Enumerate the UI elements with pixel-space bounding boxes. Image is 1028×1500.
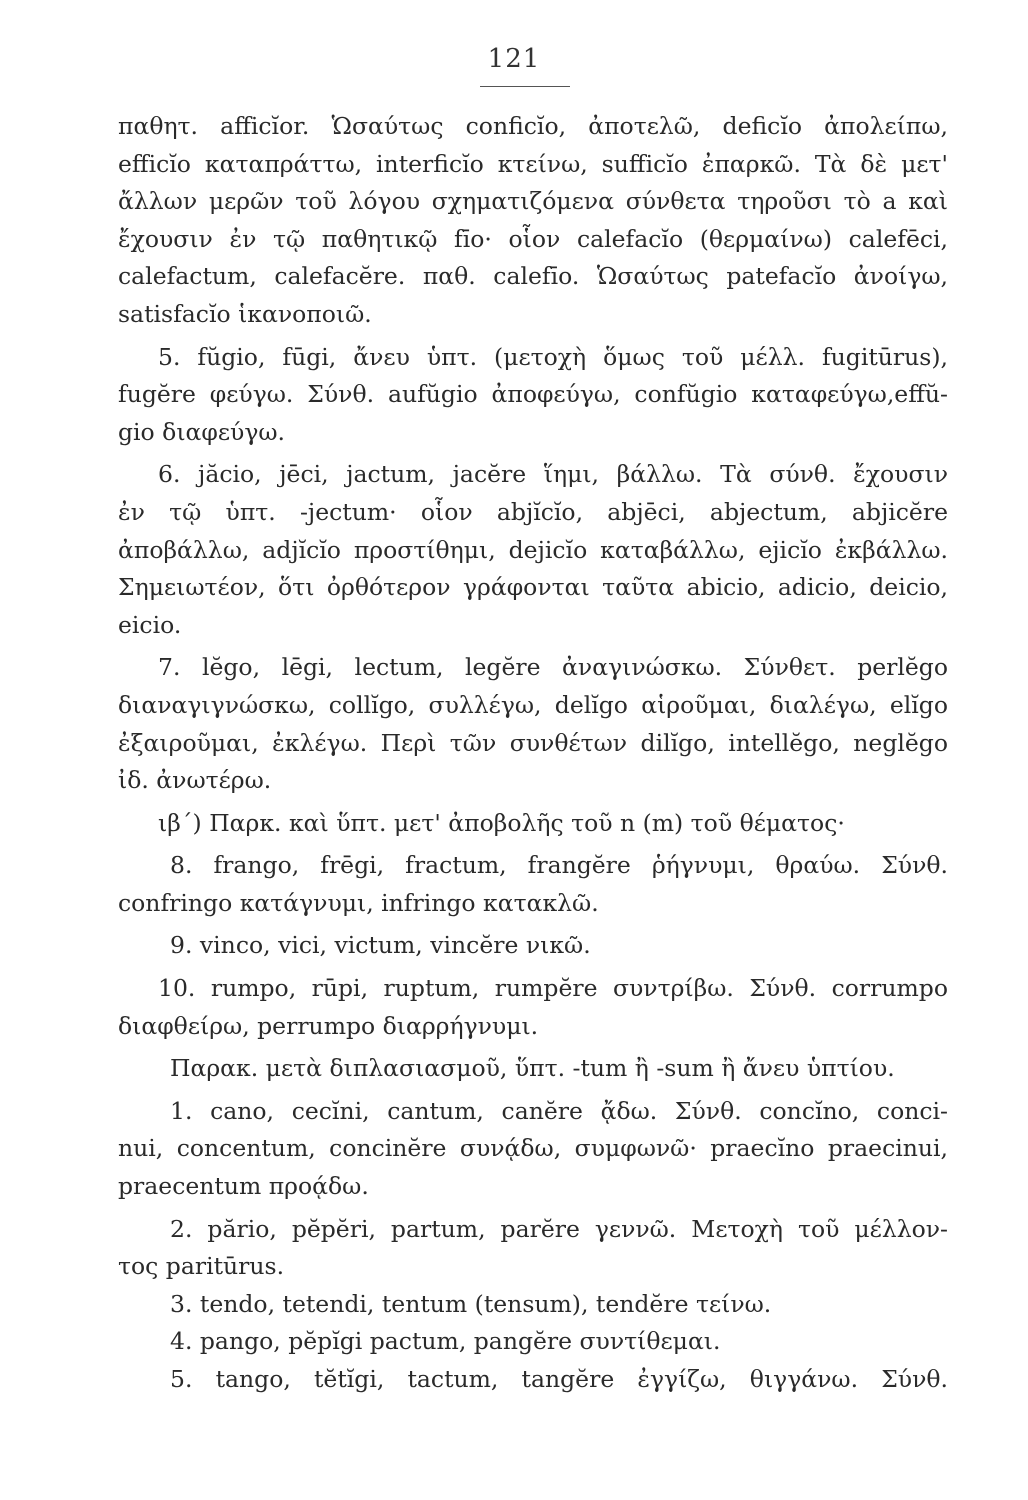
text-line: ἐν τῷ ὑπτ. -jectum· οἷον abjĭcĭo, abjēci, abjectum, abjicĕre (118, 497, 948, 526)
text-line: satisfacĭo ἱκανοποιῶ. (118, 299, 372, 328)
text-line: ἐξαιροῦμαι, ἐκλέγω. Περὶ τῶν συνθέτων dilĭgo, intellĕgo, neglĕgo (118, 728, 948, 757)
text-line: fugĕre φεύγω. Σύνθ. aufŭgio ἀποφεύγω, confŭgio καταφεύγω,effŭ- (118, 380, 948, 409)
text-line: 7. lĕgo, lēgi, lectum, legĕre ἀναγινώσκω. Σύνθετ. perlĕgo (158, 653, 948, 682)
text-line: ἀποβάλλω, adjĭcĭo προστίθημι, dejicĭo καταβάλλω, ejicĭo ἐκβάλλω. (118, 535, 948, 564)
text-line: confringo κατάγνυμι, infringo κατακλῶ. (118, 888, 599, 917)
text-line: ἔχουσιν ἐν τῷ παθητικῷ fīo· οἷον calefacĭo (θερμαίνω) calefēci, (118, 224, 948, 253)
text-line: Παρακ. μετὰ διπλασιασμοῦ, ὕπτ. -tum ἢ -sum ἢ ἄνευ ὑπτίου. (170, 1054, 895, 1083)
text-line: 5. tango, tĕtĭgi, tactum, tangĕre ἐγγίζω, θιγγάνω. Σύνθ. (170, 1365, 948, 1393)
text-line: 8. frango, frēgi, fractum, frangĕre ῥήγνυμι, θραύω. Σύνθ. (170, 851, 948, 880)
text-line: 10. rumpo, rūpi, ruptum, rumpĕre συντρίβω. Σύνθ. corrumpo (158, 974, 948, 1003)
page-number-rule (480, 86, 570, 87)
text-line: gio διαφεύγω. (118, 417, 286, 446)
text-line: διαφθείρω, perrumpo διαρρήγνυμι. (118, 1011, 539, 1040)
page-body (118, 108, 948, 1399)
text-line: calefactum, calefacĕre. παθ. calefīo. Ὡσαύτως patefacĭo ἀνοίγω, (118, 262, 948, 291)
text-line: ιβ΄) Παρκ. καὶ ὕπτ. μετ' ἀποβολῆς τοῦ n (m) τοῦ θέματος· (158, 808, 845, 837)
text-line: 5. fŭgio, fūgi, ἄνευ ὑπτ. (μετοχὴ ὅμως τοῦ μέλλ. fugitūrus), (158, 342, 948, 371)
text-line: διαναγιγνώσκω, collĭgo, συλλέγω, delĭgo αἱροῦμαι, διαλέγω, elĭgo (118, 690, 948, 719)
text-line: ἄλλων μερῶν τοῦ λόγου σχηματιζόμενα σύνθετα τηροῦσι τὸ a καὶ (118, 187, 948, 216)
text-line: 9. vinco, vici, victum, vincĕre νικῶ. (170, 931, 591, 960)
text-line: praecentum προᾴδω. (118, 1172, 369, 1201)
page-number: 121 (487, 44, 541, 74)
text-line: 1. cano, cecĭni, cantum, canĕre ᾄδω. Σύνθ. concĭno, conci- (170, 1096, 948, 1125)
text-line: 2. părio, pĕpĕri, partum, parĕre γεννῶ. Μετοχὴ τοῦ μέλλον- (170, 1214, 948, 1243)
text-line: 6. jăcio, jēci, jactum, jacĕre ἵημι, βάλλω. Τὰ σύνθ. ἔχουσιν (158, 460, 948, 489)
text-line: efficĭo καταπράττω, interficĭo κτείνω, sufficĭo ἐπαρκῶ. Τὰ δὲ μετ' (118, 149, 948, 178)
text-line: παθητ. afficĭor. Ὡσαύτως conficĭo, ἀποτελῶ, deficĭo ἀπολείπω, (118, 112, 948, 140)
text-line: τος paritūrus. (118, 1252, 285, 1281)
text-line: 4. pango, pĕpĭgi pactum, pangĕre συντίθεμαι. (170, 1327, 721, 1356)
text-line: eicio. (118, 610, 182, 639)
text-line: 3. tendo, tetendi, tentum (tensum), tendĕre τείνω. (170, 1289, 772, 1318)
text-line: ἰδ. ἀνωτέρω. (118, 766, 272, 795)
text-line: nui, concentum, concinĕre συνᾴδω, συμφωνῶ· praecĭno praecinui, (118, 1134, 948, 1163)
text-line: Σημειωτέον, ὅτι ὀρθότερον γράφονται ταῦτα abicio, adicio, deicio, (118, 573, 948, 602)
